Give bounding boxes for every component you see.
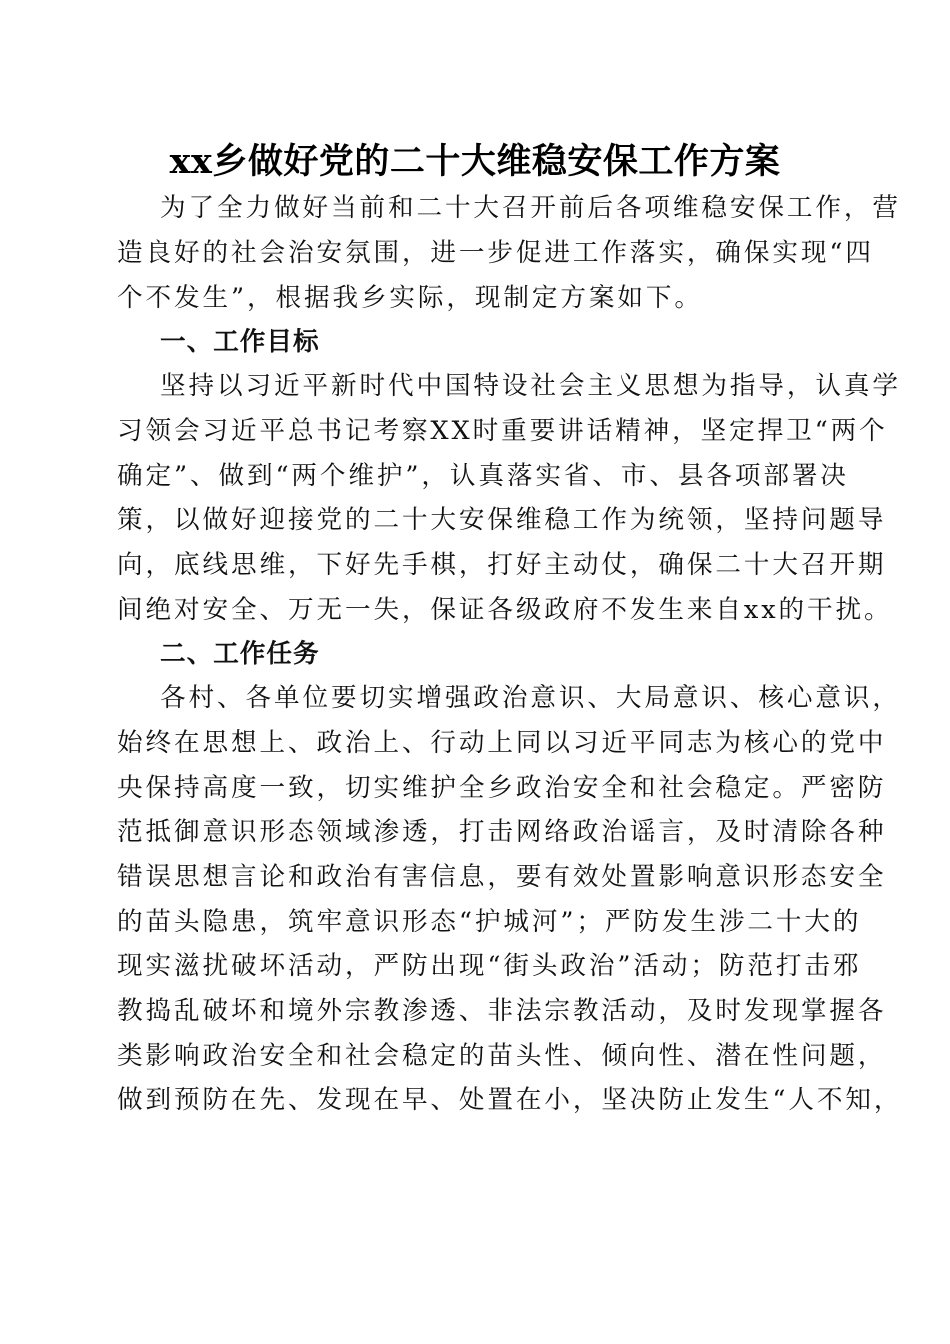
section1-line: 确定”、做到“两个维护”，认真落实省、市、县各项部署决 <box>117 461 849 491</box>
section2-line: 类影响政治安全和社会稳定的苗头性、倾向性、潜在性问题， <box>117 1041 887 1071</box>
section1-line: 间绝对安全、万无一失，保证各级政府不发生来自xx的干扰。 <box>117 595 893 625</box>
section1-line: 习领会习近平总书记考察XX时重要讲话精神，坚定捍卫“两个 <box>117 416 888 446</box>
section2-line: 的苗头隐患，筑牢意识形态“护城河”；严防发生涉二十大的 <box>117 907 862 937</box>
section1-line: 坚持以习近平新时代中国特设社会主义思想为指导，认真学 <box>160 371 901 401</box>
intro-line: 为了全力做好当前和二十大召开前后各项维稳安保工作，营 <box>160 193 901 223</box>
section2-line: 做到预防在先、发现在早、处置在小，坚决防止发生“人不知， <box>117 1085 903 1115</box>
intro-line: 个不发生”，根据我乡实际，现制定方案如下。 <box>117 283 703 313</box>
section2-line: 始终在思想上、政治上、行动上同以习近平同志为核心的党中 <box>117 728 887 758</box>
section2-line: 央保持高度一致，切实维护全乡政治安全和社会稳定。严密防 <box>117 773 887 803</box>
section2-line: 教捣乱破坏和境外宗教渗透、非法宗教活动，及时发现掌握各 <box>117 996 887 1026</box>
section2-line: 错误思想言论和政治有害信息，要有效处置影响意识形态安全 <box>117 862 887 892</box>
section-heading-goals: 一、工作目标 <box>160 327 320 357</box>
section2-line: 现实滋扰破坏活动，严防出现“街头政治”活动；防范打击邪 <box>117 951 862 981</box>
section2-line: 范抵御意识形态领域渗透，打击网络政治谣言，及时清除各种 <box>117 817 887 847</box>
section1-line: 策，以做好迎接党的二十大安保维稳工作为统领，坚持问题导 <box>117 505 887 535</box>
intro-line: 造良好的社会治安氛围，进一步促进工作落实，确保实现“四 <box>117 238 874 268</box>
section1-line: 向，底线思维，下好先手棋，打好主动仗，确保二十大召开期 <box>117 550 887 580</box>
document-title: xx乡做好党的二十大维稳安保工作方案 <box>169 141 781 182</box>
section2-line: 各村、各单位要切实增强政治意识、大局意识、核心意识， <box>160 683 901 713</box>
section-heading-tasks: 二、工作任务 <box>160 639 320 669</box>
